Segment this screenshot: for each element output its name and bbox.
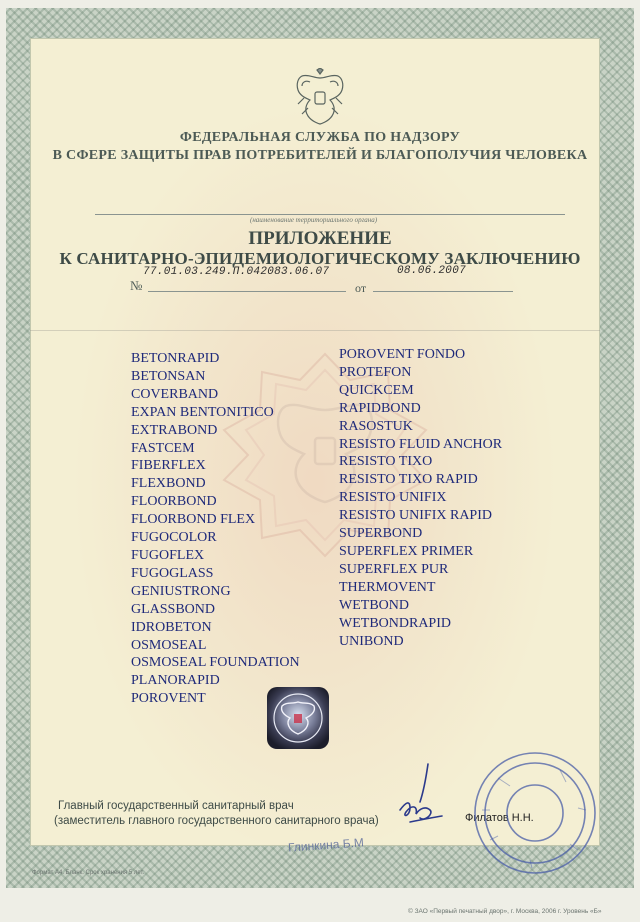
- fold-line: [30, 330, 600, 331]
- document-number-value: 77.01.03.249.П.042083.06.07: [143, 266, 330, 278]
- list-item: RAPIDBOND: [339, 400, 421, 416]
- signatory-title-deputy: (заместитель главного государственного санитарного врача): [54, 815, 379, 827]
- format-note: Формат А4. Бланк. Срок хранения 5 лет.: [32, 870, 145, 876]
- document-date-label: от: [355, 281, 367, 295]
- list-item: UNIBOND: [339, 633, 404, 649]
- signatory-name: Филатов Н.Н.: [465, 812, 534, 824]
- list-item: PROTEFON: [339, 364, 412, 380]
- product-list-column2: [339, 346, 502, 650]
- list-item: FUGOFLEX: [131, 547, 205, 563]
- list-item: SUPERBOND: [339, 526, 423, 542]
- list-item: WETBONDRAPID: [339, 615, 451, 631]
- list-item: EXPAN BENTONITICO: [131, 404, 274, 420]
- name-stamp: Глинкина Б.М: [287, 835, 365, 855]
- document-date-value: 08.06.2007: [397, 265, 467, 277]
- round-seal: [470, 748, 600, 878]
- list-item: SUPERFLEX PUR: [339, 561, 449, 577]
- document-date-rule: [373, 291, 513, 292]
- list-item: FLOORBOND FLEX: [131, 512, 256, 528]
- signatory-title: Главный государственный санитарный врач: [58, 800, 294, 812]
- list-item: FUGOGLASS: [131, 565, 214, 581]
- list-item: EXTRABOND: [131, 422, 218, 438]
- list-item: WETBOND: [339, 597, 409, 613]
- list-item: POROVENT FONDO: [339, 347, 466, 362]
- printer-note: © ЗАО «Первый печатный двор», г. Москва, 2006 г. Уровень «Б»: [408, 908, 602, 915]
- list-item: GENIUSTRONG: [131, 583, 231, 599]
- document-number-label: №: [130, 278, 143, 293]
- handwritten-signature: [380, 760, 460, 830]
- list-item: RESISTO UNIFIX RAPID: [339, 508, 492, 524]
- list-item: RESISTO UNIFIX: [339, 490, 447, 506]
- list-item: RESISTO TIXO RAPID: [339, 472, 478, 488]
- list-item: GLASSBOND: [131, 601, 216, 617]
- agency-name-line2: В СФЕРЕ ЗАЩИТЫ ПРАВ ПОТРЕБИТЕЛЕЙ И БЛАГОПОЛУЧИЯ ЧЕЛОВЕКА: [52, 148, 588, 163]
- list-item: THERMOVENT: [339, 579, 436, 595]
- product-list-column1: [131, 350, 300, 708]
- document-subtitle: К САНИТАРНО-ЭПИДЕМИОЛОГИЧЕСКОМУ ЗАКЛЮЧЕНИЮ: [59, 249, 581, 268]
- org-name-rule: [95, 214, 565, 215]
- list-item: OSMOSEAL: [131, 637, 207, 653]
- list-item: RASOSTUK: [339, 418, 413, 434]
- document-title: ПРИЛОЖЕНИЕ: [248, 228, 392, 249]
- list-item: FLEXBOND: [131, 476, 206, 492]
- list-item: FASTCEM: [131, 440, 195, 456]
- list-item: FLOORBOND: [131, 494, 217, 510]
- list-item: OSMOSEAL FOUNDATION: [131, 655, 300, 671]
- list-item: RESISTO TIXO: [339, 454, 433, 470]
- hologram-sticker: [266, 686, 330, 750]
- list-item: RESISTO FLUID ANCHOR: [339, 436, 503, 452]
- list-item: SUPERFLEX PRIMER: [339, 543, 474, 559]
- list-item: PLANORAPID: [131, 673, 220, 689]
- list-item: FIBERFLEX: [131, 458, 206, 474]
- org-name-caption: (наименование территориального органа): [250, 216, 378, 224]
- list-item: BETONRAPID: [131, 351, 220, 366]
- list-item: FUGOCOLOR: [131, 530, 217, 546]
- double-headed-eagle-icon: [294, 68, 346, 126]
- agency-name-line1: ФЕДЕРАЛЬНАЯ СЛУЖБА ПО НАДЗОРУ: [179, 130, 461, 145]
- list-item: IDROBETON: [131, 619, 212, 635]
- list-item: BETONSAN: [131, 368, 206, 384]
- list-item: COVERBAND: [131, 386, 219, 402]
- document-number-rule: [148, 291, 346, 292]
- list-item: POROVENT: [131, 691, 206, 707]
- list-item: QUICKCEM: [339, 382, 414, 398]
